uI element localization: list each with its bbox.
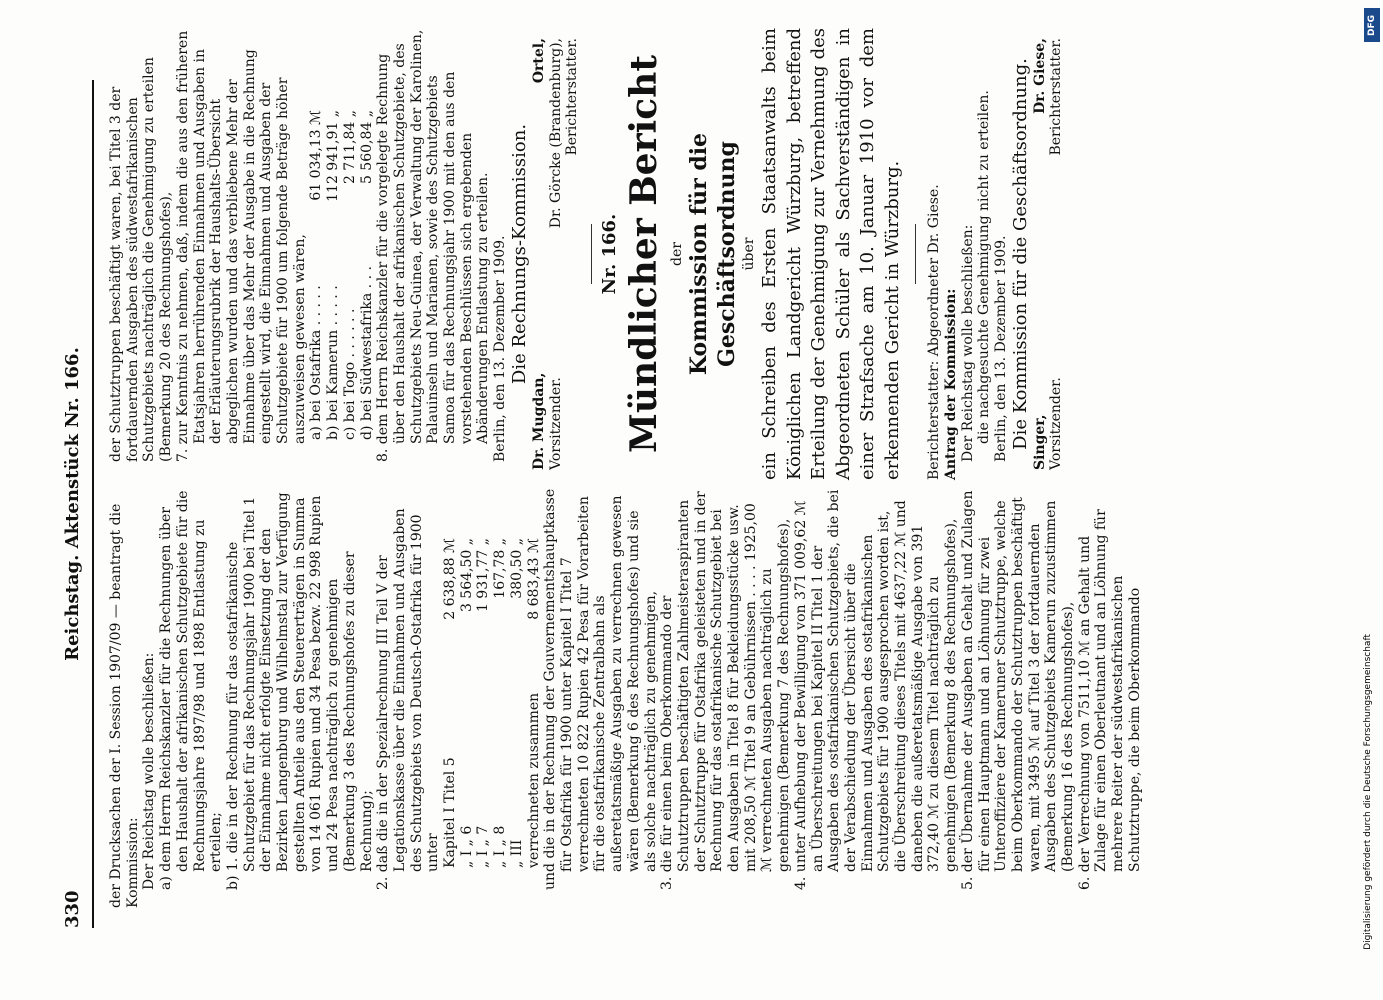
- paragraph: der Drucksachen der I. Session 1907/09 — beantragt die Kommission:: [108, 503, 141, 908]
- signer-role: Berichterstatter.: [564, 38, 581, 156]
- table-row: „ I „ 6 3 564,50 „: [458, 538, 475, 868]
- document-number: Nr. 166.: [598, 213, 620, 295]
- paragraph: 6. der Verrechnung von 7511,10 ℳ an Gehalt und Zulage für einen Oberleutnant und an Löhnung für mehrere Reiter der südwestafrikanischen Schutztruppe, die beim Oberkommando: [1076, 509, 1143, 890]
- table-row: d) bei Südwestafrika . . . 5 560,84 „: [358, 110, 375, 440]
- signer-role: Berichterstatter.: [1048, 38, 1065, 156]
- amount-table: [442, 488, 542, 908]
- report-title: Mündlicher Bericht: [622, 55, 665, 453]
- table-row: a) bei Ostafrika . . . . . 61 034,13 ℳ: [308, 110, 325, 440]
- motion-text: Der Reichstag wolle beschließen:: [959, 224, 976, 462]
- paragraph: 8. dem Herrn Reichskanzler für die vorgelegte Rechnung über den Haushalt der afrikanischen Schutzgebiete, des Schutzgebiets Neu-Guinea, der Verwaltung der Karolinen, Palauinseln und Marianen, sowie des Schutzgebiets Samoa für das Rechnungsjahr 1900 mit den aus den vorstehenden Beschlüssen sich ergebenden Abänderungen Entlastung zu erteilen.: [375, 29, 492, 462]
- paragraph: 2. daß die in der Spezialrechnung III Teil V der Legationskasse über die Einnahmen und Ausgaben des Schutzgebiets von Deutsch-Ostafrika für 1900 unter: [375, 508, 442, 890]
- table-row: „ III 380,50 „: [508, 538, 525, 868]
- paragraph: 5. der Übernahme der Ausgaben an Gehalt und Zulagen für einen Hauptmann und an Löhnung für zwei Unteroffiziere der Kameruner Schutztruppe, welche beim Oberkommando der Schutztruppen beschäftigt waren, mit 3495 ℳ auf Titel 3 der fortdauernden Ausgaben des Schutzgebiets Kamerun zuzustimmen (Bemerkung 16 des Rechnungshofes),: [959, 490, 1077, 890]
- signer-name: Dr. Mugdan,: [530, 372, 547, 470]
- page-header: [62, 80, 90, 928]
- motion-text: die nachgesuchte Genehmigung nicht zu erteilen.: [976, 90, 993, 444]
- table-row: Kapitel I Titel 5 2 638,88 ℳ: [442, 538, 459, 868]
- signer-role: Vorsitzender.: [1048, 377, 1065, 470]
- signatures: [531, 28, 581, 480]
- commission-name: Die Kommission für die Geschäftsordnung.: [1009, 58, 1031, 450]
- date: Berlin, den 13. Dezember 1909.: [492, 235, 509, 462]
- paragraph: b) 1. die in der Rechnung für das ostafrikanische Schutzgebiet für das Rechnungsjahr 1900 bei Titel 1 der Einnahme nicht erfolgte Einsetzung der den Bezirken Langenburg und Wilhelmstal zur Verfügung gestellten Anteile aus den Steuererträgen in Summa von 14 061 Rupien und 34 Pesa bezw. 22 998 Rupien und 24 Pesa nachträglich zu genehmigen (Bemerkung 3 des Rechnungshofes zu dieser Rechnung);: [224, 492, 375, 890]
- signer-name: Dr. Giese,: [1031, 38, 1048, 114]
- divider: [915, 224, 916, 284]
- header-rule: [92, 80, 94, 928]
- table-row: b) bei Kamerun . . . . . 112 941,91 „: [325, 110, 342, 440]
- page-title: Reichstag. Aktenstück Nr. 166.: [62, 347, 83, 661]
- paragraph: a) dem Herrn Reichskanzler für die Rechnungen über den Haushalt der afrikanischen Schutzgebiete für die Rechnungsjahre 1897/98 und 1898 Entlastung zu erteilen;: [158, 490, 225, 890]
- motion-heading: Antrag der Kommission:: [942, 288, 959, 480]
- paragraph: Der Reichstag wolle beschließen:: [141, 652, 158, 890]
- right-column: [108, 28, 1065, 480]
- signer-name: Dr. Görcke (Brandenburg),: [547, 38, 564, 229]
- divider: [591, 224, 592, 284]
- signer-name: Singer,: [1031, 414, 1048, 470]
- digitization-credit: Digitalisierung gefördert durch die Deutsche Forschungsgemeinschaft: [1363, 634, 1373, 950]
- paragraph: 3. die für einen beim Oberkommando der Schutztruppen beschäftigten Zahlmeisteraspiranten der Schutztruppe für Ostafrika geleisteten und in der Rechnung für das ostafrikanische Schutzgebiet bei den Ausgaben in Titel 8 für Bekleidungsstücke usw. mit 208,50 ℳ Titel 9 an Gebührnissen . . . . 1925,00 ℳ verrechneten Ausgaben nachträglich zu genehmigen (Bemerkung 7 des Rechnungshofes),: [659, 491, 793, 890]
- signatures: [1032, 28, 1065, 480]
- reporter-line: Berichterstatter: Abgeordneter Dr. Giese.: [926, 184, 943, 480]
- signer-role: Vorsitzender.: [547, 377, 564, 470]
- table-total: verrechneten zusammen 8 683,43 ℳ: [525, 538, 542, 868]
- paragraph: 7. zur Kenntnis zu nehmen, daß, indem die aus den früheren Etatsjahren herrührenden Einnahmen und Ausgaben in der Erläuterungsrubrik der Haushalts-Übersicht abgeglichen wurden und das verbliebene Mehr der Einnahme über das Mehr der Ausgabe in die Rechnung eingestellt wird, die Einnahmen und Ausgaben der Schutzgebiete für 1900 um folgende Beträge höher auszuweisen gewesen wären,: [174, 30, 308, 462]
- page-number: 330: [62, 890, 83, 928]
- paragraph: und die in der Rechnung der Gouvernementshauptkasse für Ostafrika für 1900 unter Kapitel I Titel 7 verrechneten 10 822 Rupien 42 Pesa für Vorarbeiten für die ostafrikanische Zentralbahn als außeretatsmäßige Ausgaben zu verrechnen gewesen wären (Bemerkung 6 des Rechnungshofes) und sie als solche nachträglich zu genehmigen,: [542, 488, 659, 890]
- paragraph: 4. unter Aufhebung der Bewilligung von 371 009,62 ℳ an Überschreitungen bei Kapitel II Titel 1 der Ausgaben des ostafrikanischen Schutzgebiets, die bei der Verabschiedung der Übersicht über die Einnahmen und Ausgaben des ostafrikanischen Schutzgebiets für 1900 ausgesprochen worden ist, die Überschreitung dieses Titels mit 4637,22 ℳ und daneben die außeretatsmäßige Ausgabe von 391 372,40 ℳ zu diesem Titel nachträglich zu genehmigen (Bemerkung 8 des Rechnungshofes),: [792, 489, 960, 890]
- signer-name: Ortel,: [530, 38, 547, 84]
- table-row: „ I „ 8 167,78 „: [492, 538, 509, 868]
- left-column: [108, 488, 1144, 908]
- table-row: c) bei Togo . . . . . . 2 711,84 „: [341, 110, 358, 440]
- amount-table: [308, 28, 375, 480]
- commission-name: Die Rechnungs-Kommission.: [508, 123, 530, 385]
- dfg-logo: DFG: [1364, 8, 1380, 42]
- date: Berlin, den 13. Dezember 1909.: [992, 235, 1009, 462]
- paragraph: der Schutztruppen beschäftigt waren, bei Titel 3 der fortdauernden Ausgaben des südwestafrikanischen Schutzgebiets nachträglich die Genehmigung zu erteilen (Bemerkung 20 des Rechnungshofes),: [108, 57, 175, 462]
- connector-text: der: [668, 242, 685, 266]
- table-row: „ I „ 7 1 931,77 „: [475, 538, 492, 868]
- report-subtitle: Kommission für die Geschäftsordnung: [686, 132, 741, 376]
- connector-text: über: [741, 237, 758, 271]
- report-body: ein Schreiben des Ersten Staatsanwalts beim Königlichen Landgericht Würzburg, betreffend Erteilung der Genehmigung zur Vernehmung des Abgeordneten Schüler als Sachverständigen in einer Strafsache am 10. Januar 1910 vor dem erkennenden Gericht in Würzburg.: [759, 28, 903, 480]
